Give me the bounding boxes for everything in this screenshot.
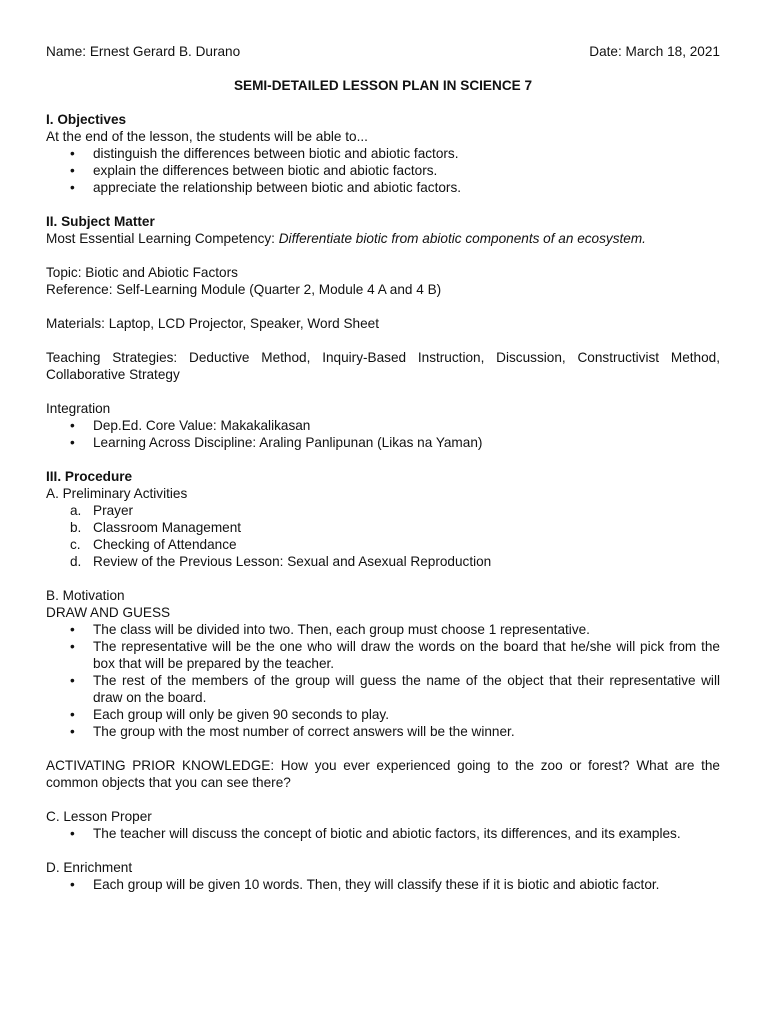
list-marker: c.: [70, 537, 81, 552]
list-item: [46, 519, 720, 536]
list-item: • Learning Across Discipline: Araling Panlipunan (Likas na Yaman): [46, 434, 720, 451]
list-item-text: Prayer: [93, 503, 134, 518]
procedure-heading: III. Procedure: [46, 469, 133, 484]
objectives-intro: At the end of the lesson, the students will be able to...: [46, 129, 368, 144]
list-item: • distinguish the differences between biotic and abiotic factors.: [46, 145, 720, 162]
topic-line: Topic: Biotic and Abiotic Factors: [46, 265, 238, 280]
melc-paragraph: [46, 230, 720, 247]
integration-list: [46, 417, 720, 451]
motivation-game-title: DRAW AND GUESS: [46, 605, 171, 620]
list-item: • The class will be divided into two. Then, each group must choose 1 representative.: [46, 621, 720, 638]
list-marker: b.: [70, 520, 82, 535]
enrichment-label: D. Enrichment: [46, 860, 133, 875]
list-item: [46, 536, 720, 553]
list-item: • Dep.Ed. Core Value: Makakalikasan: [46, 417, 720, 434]
list-item: • Each group will only be given 90 seconds to play.: [46, 706, 720, 723]
preliminary-list: [46, 502, 720, 570]
activating-prior-knowledge: ACTIVATING PRIOR KNOWLEDGE: How you ever experienced going to the zoo or forest? What are the common objects that you can see there?: [46, 758, 720, 790]
list-item: • explain the differences between biotic and abiotic factors.: [46, 162, 720, 179]
enrichment-list: [46, 876, 720, 893]
list-item: • appreciate the relationship between biotic and abiotic factors.: [46, 179, 720, 196]
list-item: • The representative will be the one who will draw the words on the board that he/she will pick from the box that will be prepared by the teacher.: [46, 638, 720, 672]
list-item: [46, 553, 720, 570]
list-item-text: Checking of Attendance: [93, 537, 237, 552]
subject-matter-heading: II. Subject Matter: [46, 214, 155, 229]
lesson-plan-document: [46, 43, 720, 893]
list-item-text: Classroom Management: [93, 520, 242, 535]
document-title: SEMI-DETAILED LESSON PLAN IN SCIENCE 7: [233, 78, 533, 93]
objectives-heading: I. Objectives: [46, 112, 127, 127]
lesson-date: Date: March 18, 2021: [589, 44, 720, 59]
reference-line: Reference: Self-Learning Module (Quarter 2, Module 4 A and 4 B): [46, 282, 442, 297]
melc-label: Most Essential Learning Competency:: [46, 231, 279, 246]
motivation-list: [46, 621, 720, 740]
list-marker: a.: [70, 503, 82, 518]
strategies-paragraph: Teaching Strategies: Deductive Method, Inquiry-Based Instruction, Discussion, Constructivist Method, Collaborative Strategy: [46, 350, 720, 382]
integration-label: Integration: [46, 401, 111, 416]
list-item: • The teacher will discuss the concept of biotic and abiotic factors, its differences, and its examples.: [46, 825, 720, 842]
motivation-label: B. Motivation: [46, 588, 125, 603]
list-item: • Each group will be given 10 words. Then, they will classify these if it is biotic and abiotic factor.: [46, 876, 720, 893]
header-row: [46, 43, 720, 60]
preliminary-label: A. Preliminary Activities: [46, 486, 188, 501]
lesson-proper-list: [46, 825, 720, 842]
objectives-list: [46, 145, 720, 196]
list-item: [46, 502, 720, 519]
materials-line: Materials: Laptop, LCD Projector, Speaker, Word Sheet: [46, 316, 379, 331]
melc-text: Differentiate biotic from abiotic components of an ecosystem.: [278, 231, 646, 246]
teacher-name: Name: Ernest Gerard B. Durano: [46, 44, 241, 59]
list-item-text: Review of the Previous Lesson: Sexual and Asexual Reproduction: [93, 554, 492, 569]
list-item: • The rest of the members of the group will guess the name of the object that their representative will draw on the board.: [46, 672, 720, 706]
list-item: • The group with the most number of correct answers will be the winner.: [46, 723, 720, 740]
lesson-proper-label: C. Lesson Proper: [46, 809, 152, 824]
list-marker: d.: [70, 554, 82, 569]
